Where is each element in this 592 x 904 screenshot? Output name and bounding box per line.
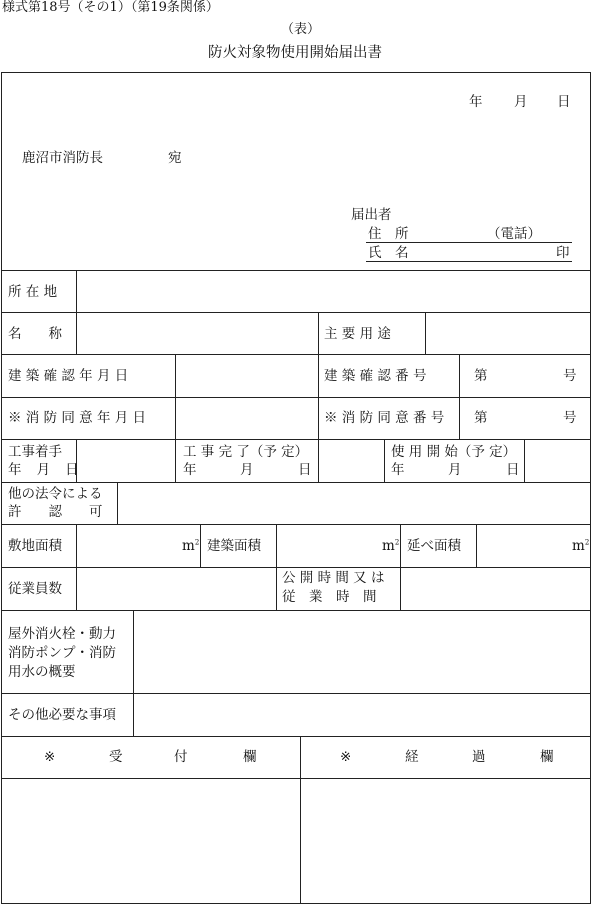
- other-items-label: その他必要な事項: [8, 707, 116, 723]
- other-items-field[interactable]: [134, 694, 590, 736]
- hydrant-label-1: 屋外消火栓・動力: [8, 626, 116, 642]
- construction-end-month: 月: [240, 462, 254, 478]
- hours-label-1: 公 開 時 間 又 は: [282, 570, 385, 586]
- construction-start-field[interactable]: [77, 440, 175, 482]
- construction-end-year: 年: [183, 462, 197, 478]
- building-confirmation-number-label: 建 築 確 認 番 号: [324, 368, 427, 384]
- applicant-phone-field[interactable]: [540, 222, 570, 242]
- fire-consent-number-field[interactable]: [490, 398, 560, 439]
- progress-mark: ※: [340, 749, 352, 765]
- form-title: 防火対象物使用開始届出書: [208, 45, 382, 61]
- addressee-suffix: 宛: [168, 150, 182, 166]
- use-start-month: 月: [448, 462, 462, 478]
- bc-go: 号: [563, 368, 577, 384]
- other-law-label-2: 許 認 可: [8, 504, 103, 520]
- main-use-label: 主 要 用 途: [324, 326, 391, 342]
- applicant-address-label: 住 所: [368, 226, 409, 242]
- floor-area-field[interactable]: [477, 525, 569, 567]
- fc-go: 号: [563, 410, 577, 426]
- construction-end-field[interactable]: [319, 440, 384, 482]
- progress-char-3: 欄: [540, 749, 554, 765]
- use-start-field[interactable]: [525, 440, 590, 482]
- progress-field[interactable]: [301, 779, 590, 903]
- other-law-label-1: 他の法令による: [8, 486, 103, 502]
- construction-start-label-1: 工事着手: [8, 444, 62, 460]
- construction-end-day: 日: [298, 462, 312, 478]
- site-area-label: 敷地面積: [8, 538, 62, 554]
- construction-start-label-2: 年 月 日: [8, 462, 85, 478]
- name-label: 名 称: [8, 326, 62, 342]
- applicant-phone-label: （電話）: [487, 226, 541, 242]
- building-confirmation-number-field[interactable]: [490, 355, 560, 397]
- floor-area-label: 延べ面積: [407, 538, 461, 554]
- construction-end-label-1: 工 事 完 了（予 定）: [183, 444, 309, 460]
- receipt-char-3: 欄: [243, 749, 257, 765]
- seal-mark: 印: [556, 245, 570, 261]
- name-field[interactable]: [77, 313, 318, 354]
- building-area-label: 建築面積: [207, 538, 261, 554]
- receipt-field[interactable]: [2, 779, 300, 903]
- hours-field[interactable]: [401, 568, 590, 610]
- applicant-label: 届出者: [351, 207, 392, 223]
- date-month-label: 月: [514, 94, 528, 110]
- employees-label: 従業員数: [8, 581, 62, 597]
- receipt-mark: ※: [44, 749, 56, 765]
- site-area-field[interactable]: [77, 525, 177, 567]
- main-use-field[interactable]: [426, 313, 590, 354]
- date-year-label: 年: [469, 94, 483, 110]
- building-confirmation-date-label: 建 築 確 認 年 月 日: [8, 368, 129, 384]
- addressee-name: 鹿沼市消防長: [22, 150, 103, 166]
- receipt-char-2: 付: [174, 749, 188, 765]
- use-start-label-1: 使 用 開 始（予 定）: [391, 444, 517, 460]
- floor-area-unit: $m^2$: [572, 538, 590, 554]
- hydrant-field[interactable]: [134, 611, 590, 693]
- applicant-name-field[interactable]: [410, 242, 550, 261]
- hydrant-label-3: 用水の概要: [8, 664, 76, 680]
- building-confirmation-date-field[interactable]: [176, 355, 318, 397]
- use-start-year: 年: [391, 462, 405, 478]
- progress-char-1: 経: [405, 749, 419, 765]
- applicant-address-field[interactable]: [410, 222, 484, 242]
- date-day-label: 日: [557, 94, 571, 110]
- fire-consent-date-field[interactable]: [176, 398, 318, 439]
- employees-field[interactable]: [77, 568, 276, 610]
- site-area-unit: $m^2$: [182, 538, 200, 554]
- other-law-field[interactable]: [118, 483, 590, 524]
- building-area-field[interactable]: [277, 525, 377, 567]
- side-label: （表）: [281, 22, 321, 37]
- filing-date-field[interactable]: [380, 88, 580, 112]
- fire-consent-number-label: ※ 消 防 同 意 番 号: [324, 410, 445, 426]
- form-code: 様式第18号（その1）（第19条関係）: [2, 0, 219, 15]
- location-field[interactable]: [77, 271, 590, 312]
- receipt-char-1: 受: [109, 749, 123, 765]
- use-start-day: 日: [506, 462, 520, 478]
- fc-dai: 第: [474, 410, 488, 426]
- building-area-unit: $m^2$: [382, 538, 400, 554]
- bc-dai: 第: [474, 368, 488, 384]
- location-label: 所 在 地: [8, 284, 58, 300]
- fire-consent-date-label: ※ 消 防 同 意 年 月 日: [8, 410, 147, 426]
- hydrant-label-2: 消防ポンプ・消防: [8, 645, 116, 661]
- progress-char-2: 過: [472, 749, 486, 765]
- applicant-name-label: 氏 名: [368, 245, 409, 261]
- hours-label-2: 従 業 時 間: [282, 589, 377, 605]
